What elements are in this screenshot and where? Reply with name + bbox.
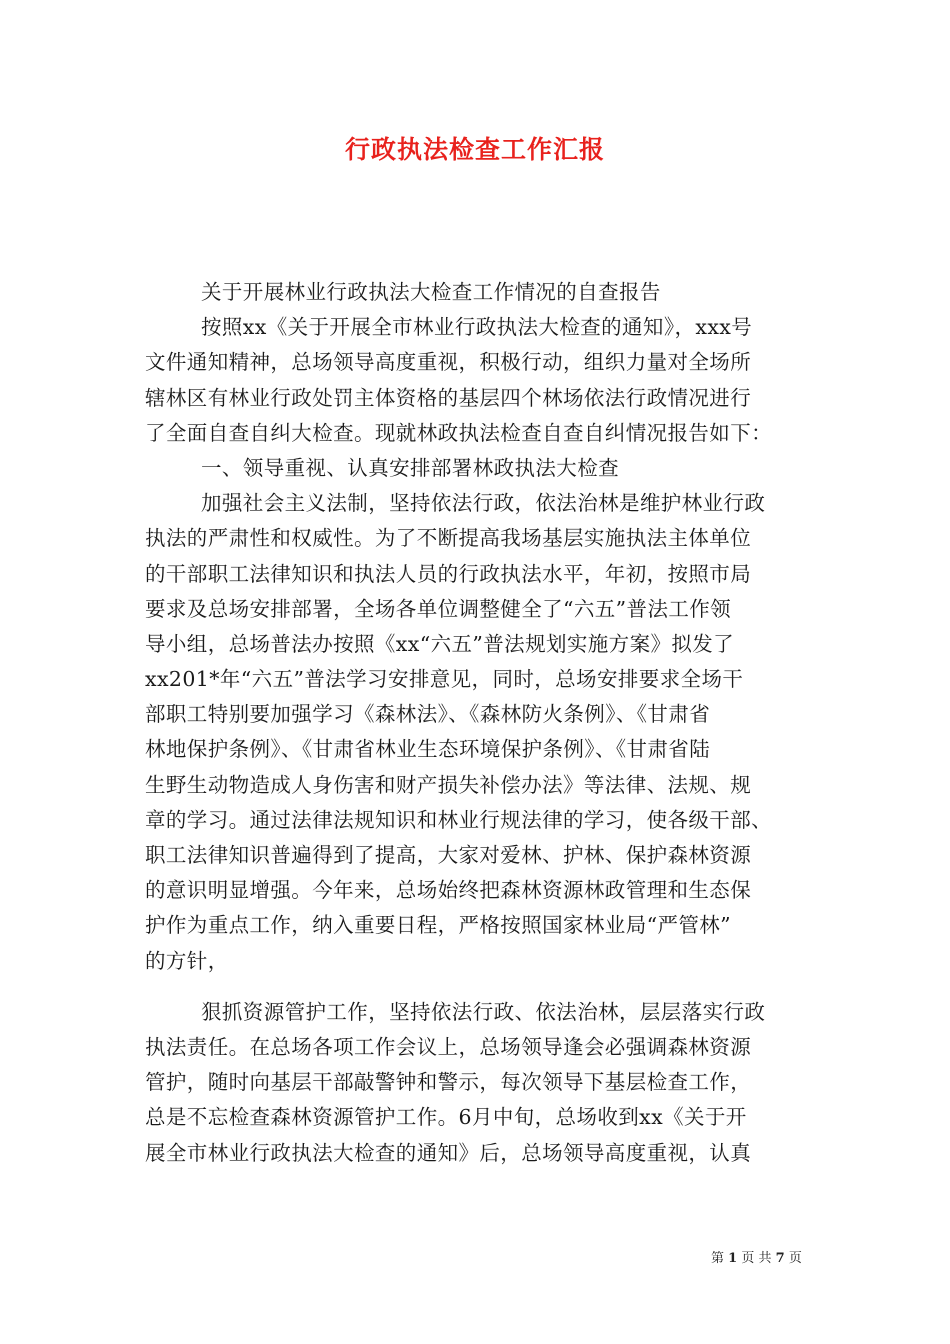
paragraph-line: 按照xx《关于开展全市林业行政执法大检查的通知》，xxx号 bbox=[201, 315, 753, 340]
paragraph-line: 的意识明显增强。今年来，总场始终把森林资源林政管理和生态保 bbox=[145, 878, 752, 903]
paragraph-line: 部职工特别要加强学习《森林法》、《森林防火条例》、《甘肃省 bbox=[145, 702, 711, 727]
paragraph-line: 章的学习。通过法律法规知识和林业行规法律的学习，使各级干部、 bbox=[145, 807, 772, 832]
page-number-footer bbox=[711, 1249, 802, 1269]
paragraph-line: 执法责任。在总场各项工作会议上，总场领导逢会必强调森林资源 bbox=[145, 1034, 752, 1059]
paragraph-line: 职工法律知识普遍得到了提高，大家对爱林、护林、保护森林资源 bbox=[145, 843, 752, 867]
paragraph-line: xx201*年“六五”普法学习安排意见，同时，总场安排要求全场干 bbox=[145, 667, 744, 692]
paragraph-line: 执法的严肃性和权威性。为了不断提高我场基层实施执法主体单位 bbox=[145, 526, 752, 551]
paragraph-line: 护作为重点工作，纳入重要日程，严格按照国家林业局“严管林” bbox=[145, 913, 732, 938]
footer-middle: 页 共 bbox=[741, 1251, 772, 1266]
current-page-number: 1 bbox=[728, 1251, 738, 1266]
paragraph-line: 文件通知精神，总场领导高度重视，积极行动，组织力量对全场所 bbox=[145, 350, 752, 375]
paragraph-line: 辖林区有林业行政处罚主体资格的基层四个林场依法行政情况进行 bbox=[145, 385, 752, 410]
document-body bbox=[145, 275, 810, 1171]
section-heading: 一、领导重视、认真安排部署林政执法大检查 bbox=[201, 455, 619, 480]
report-heading: 关于开展林业行政执法大检查工作情况的自查报告 bbox=[201, 280, 661, 304]
paragraph-line: 管护，随时向基层干部敲警钟和警示，每次领导下基层检查工作， bbox=[145, 1070, 752, 1095]
document-title: 行政执法检查工作汇报 bbox=[344, 135, 605, 164]
paragraph-line: 加强社会主义法制，坚持依法行政，依法治林是维护林业行政 bbox=[201, 491, 766, 516]
paragraph-line: 生野生动物造成人身伤害和财产损失补偿办法》等法律、法规、规 bbox=[145, 772, 752, 797]
footer-prefix: 第 bbox=[711, 1251, 725, 1266]
paragraph-line: 要求及总场安排部署，全场各单位调整健全了“六五”普法工作领 bbox=[145, 596, 732, 621]
paragraph-line: 导小组，总场普法办按照《xx“六五”普法规划实施方案》拟发了 bbox=[145, 631, 735, 656]
paragraph-line: 了全面自查自纠大检查。现就林政执法检查自查自纠情况报告如下： bbox=[145, 420, 772, 445]
footer-suffix: 页 bbox=[788, 1251, 802, 1266]
paragraph-line: 展全市林业行政执法大检查的通知》后，总场领导高度重视，认真 bbox=[145, 1140, 752, 1165]
total-pages-number: 7 bbox=[775, 1251, 785, 1266]
paragraph-line: 的方针， bbox=[145, 948, 229, 973]
paragraph-line: 狠抓资源管护工作，坚持依法行政、依法治林，层层落实行政 bbox=[201, 999, 766, 1024]
paragraph-line: 的干部职工法律知识和执法人员的行政执法水平，年初，按照市局 bbox=[145, 561, 752, 586]
paragraph-line: 林地保护条例》、《甘肃省林业生态环境保护条例》、《甘肃省陆 bbox=[145, 737, 711, 762]
paragraph-line: 总是不忘检查森林资源管护工作。6月中旬，总场收到xx《关于开 bbox=[145, 1105, 747, 1130]
